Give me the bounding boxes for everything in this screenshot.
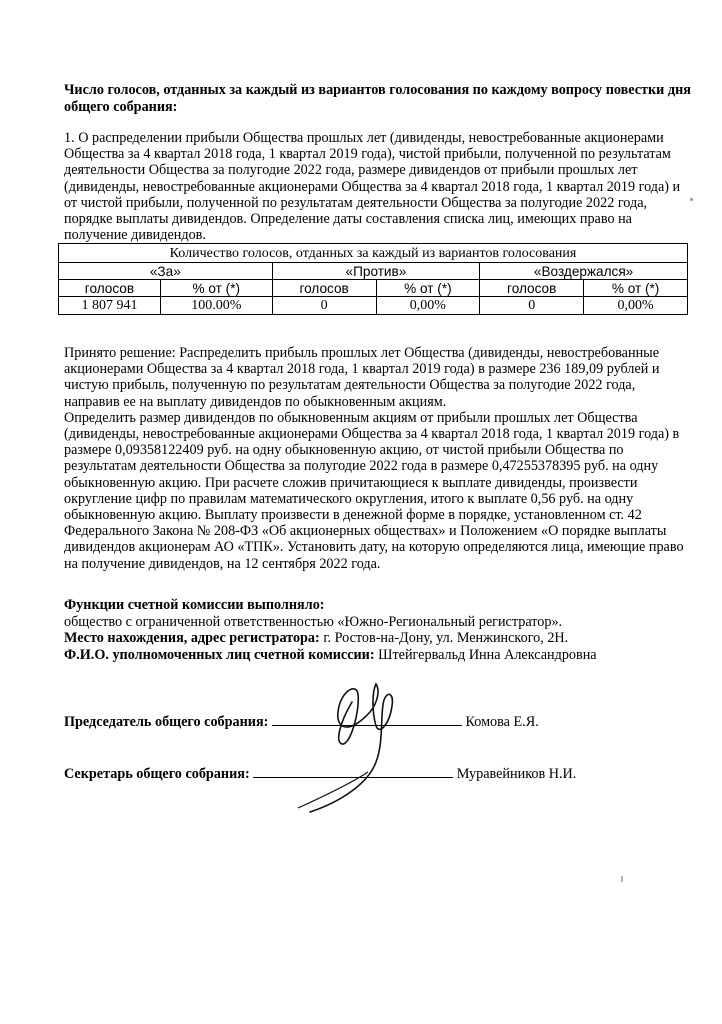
votes-section [64, 82, 694, 243]
col-votes-abstain: голосов [480, 280, 584, 297]
commission-persons [64, 647, 694, 664]
address-label: Место нахождения, адрес регистратора: [64, 630, 320, 647]
handwritten-signature [280, 672, 480, 822]
decision-paragraph-2: Определить размер дивидендов по обыкновенным акциям от прибыли прошлых лет Общества (дивиденды, невостребованные акционерами Общества за 4 квартал 2018 года, 1 квартал 2019 года) в размере 0,09358122409 руб. на одну обыкновенную акцию, от чистой прибыли Общества по результатам деятельности Общества за полугодие 2022 года в размере 0,47255378395 руб. на одну обыкновенную акцию. При расчете сложив причитающиеся к выплате дивиденды, произвести округление цифр по правилам математического округления, итого к выплате 0,56 руб. на одну обыкновенную акцию. Выплату произвести в денежной форме в порядке, установленном ст. 42 Федерального Закона № 208-ФЗ «Об акционерных обществах» и Положением «О порядке выплаты дивидендов акционерам АО «ТПК». Установить дату, на которую определяются лица, имеющие право на получение дивидендов, на 12 сентября 2022 года. [64, 409, 684, 572]
col-percent-against: % от (*) [376, 280, 480, 297]
percent-abstain-value: 0,00% [584, 297, 688, 315]
secretary-name: Муравейников Н.И. [456, 766, 577, 782]
votes-heading: Число голосов, отданных за каждый из вариантов голосования по каждому вопросу повестки дня общего собрания: [64, 82, 691, 115]
decision-paragraph-1: Принято решение: Распределить прибыль прошлых лет Общества (дивиденды, невостребованные акционерами Общества за 4 квартал 2018 года, 1 квартал 2019 года) в размере 236 189,09 рублей и чистую прибыль, полученную по результатам деятельности Общества за полугодие 2022 года, направив ее на выплату дивидендов по обыкновенным акциям. [64, 345, 660, 410]
votes-abstain-value: 0 [480, 297, 584, 315]
chairman-label: Председатель общего собрания: [64, 714, 269, 730]
address-value: г. Ростов-на-Дону, ул. Менжинского, 2Н. [319, 630, 569, 647]
votes-for-value: 1 807 941 [59, 297, 161, 315]
col-votes-for: голосов [59, 280, 161, 297]
col-votes-against: голосов [272, 280, 376, 297]
persons-value: Штейгервальд Инна Александровна [374, 646, 597, 663]
counting-commission [64, 597, 694, 663]
percent-against-value: 0,00% [376, 297, 480, 315]
option-against: «Против» [272, 263, 480, 280]
decision-section [64, 345, 694, 572]
votes-against-value: 0 [272, 297, 376, 315]
functions-label: Функции счетной комиссии выполняло: [64, 597, 325, 613]
scan-mark [620, 876, 624, 882]
col-percent-abstain: % от (*) [584, 280, 688, 297]
chairman-name: Комова Е.Я. [465, 714, 539, 730]
percent-for-value: 100.00% [160, 297, 272, 315]
votes-table [58, 243, 688, 315]
agenda-question: 1. О распределении прибыли Общества прошлых лет (дивиденды, невостребованные акционерами Общества за 4 квартал 2018 года, 1 квартал 2019 года), чистой прибыли, полученной по результатам деятельности Общества за полугодие 2022 года, размере дивидендов от прибыли прошлых лет (дивиденды, невостребованные акционерами Общества за 4 квартал 2018 года, 1 квартал 2019 года) и от чистой прибыли, полученной по результатам деятельности Общества за полугодие 2022 года, порядке выплаты дивидендов. Определение даты составления списка лиц, имеющих право на получение дивидендов. [64, 130, 681, 244]
col-percent-for: % от (*) [160, 280, 272, 297]
registrar-org: общество с ограниченной ответственностью «Южно-Региональный регистратор». [64, 613, 563, 630]
table-caption: Количество голосов, отданных за каждый из вариантов голосования [59, 244, 688, 263]
persons-label: Ф.И.О. уполномоченных лиц счетной комиссии: [64, 646, 375, 663]
option-for: «За» [59, 263, 273, 280]
option-abstain: «Воздержался» [480, 263, 688, 280]
registrar-address [64, 630, 694, 647]
secretary-label: Секретарь общего собрания: [64, 766, 250, 782]
scan-dot [690, 198, 693, 201]
